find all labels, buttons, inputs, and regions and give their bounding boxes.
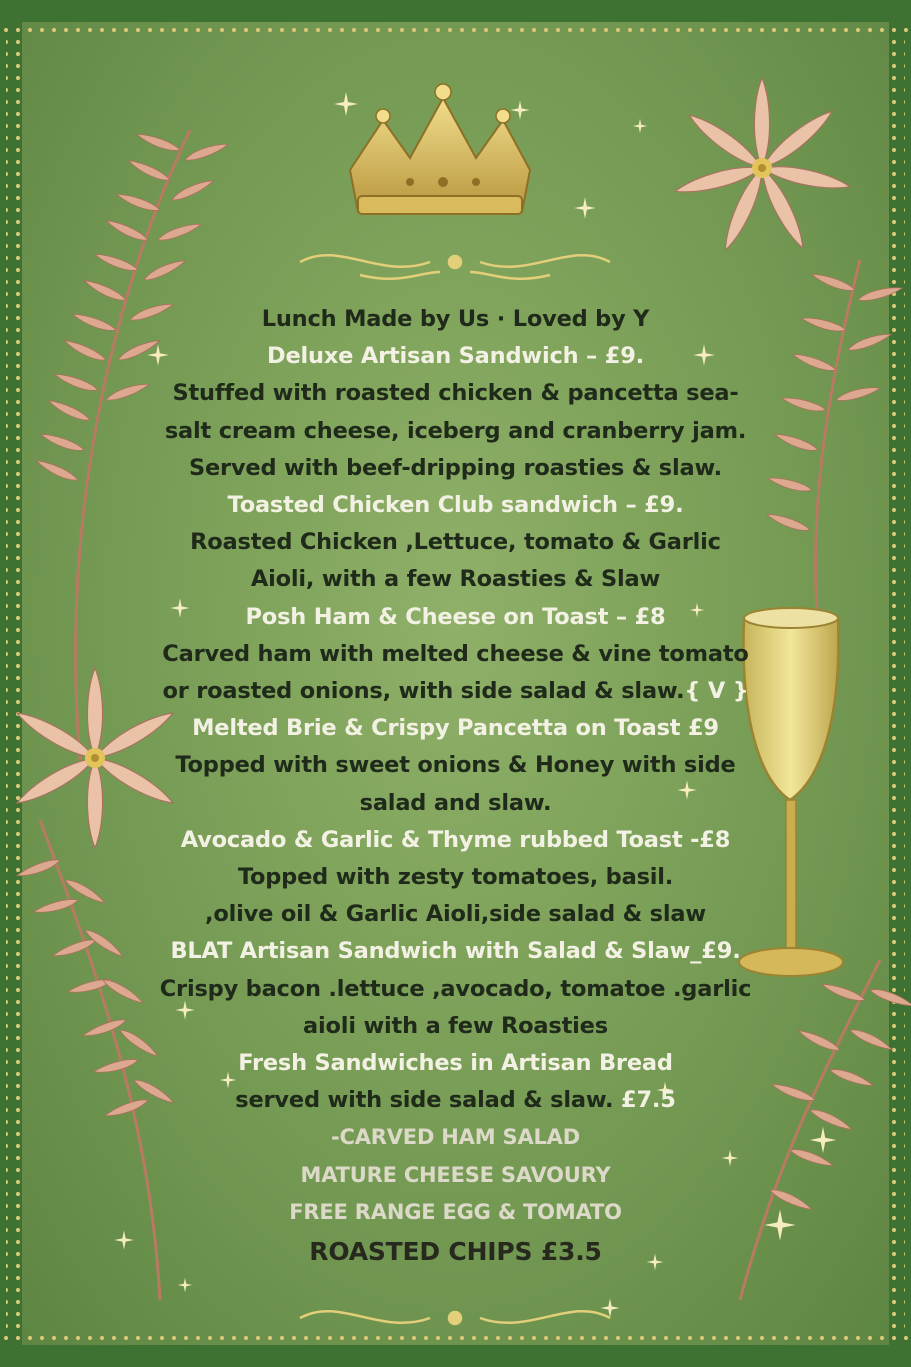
filling-option: -CARVED HAM SALAD (331, 1125, 580, 1150)
item-description: Crispy bacon .lettuce ,avocado, tomatoe .garlic (159, 975, 752, 1002)
item-description: ,olive oil & Garlic Aioli,side salad & slaw (205, 901, 706, 928)
chips-item: ROASTED CHIPS £3.5 (309, 1237, 602, 1267)
item-description: Stuffed with roasted chicken & pancetta sea- (172, 380, 739, 407)
item-title: Avocado & Garlic & Thyme rubbed Toast -£8 (180, 826, 731, 853)
item-price: £7.5 (621, 1087, 676, 1114)
scroll-ornament-icon (300, 1311, 610, 1324)
item-title: Toasted Chicken Club sandwich – £9. (227, 492, 684, 519)
item-description-row (130, 1082, 781, 1119)
poinsettia-icon (673, 78, 852, 253)
item-title: Melted Brie & Crispy Pancetta on Toast £9 (192, 715, 719, 742)
dots-right (891, 36, 905, 1333)
item-description: Carved ham with melted cheese & vine tomato (162, 640, 749, 667)
vegetarian-badge: { V } (684, 678, 749, 705)
item-title: Fresh Sandwiches in Artisan Bread (238, 1050, 673, 1077)
filling-option: MATURE CHEESE SAVOURY (300, 1162, 611, 1187)
item-title: Deluxe Artisan Sandwich – £9. (266, 343, 645, 370)
menu-heading: Lunch Made by Us · Loved by Y (261, 306, 650, 332)
item-description: Topped with sweet onions & Honey with side (175, 752, 736, 779)
dots-bottom (0, 1333, 911, 1347)
item-description: salad and slaw. (359, 789, 552, 816)
item-description: or roasted onions, with side salad & slaw. (162, 678, 685, 705)
item-description: Roasted Chicken ,Lettuce, tomato & Garlic (190, 529, 721, 556)
scroll-ornament-icon (300, 255, 610, 279)
item-description: served with side salad & slaw. (235, 1087, 614, 1114)
item-description: salt cream cheese, iceberg and cranberry jam. (164, 417, 747, 444)
item-title: Posh Ham & Cheese on Toast – £8 (245, 603, 666, 630)
dots-top (0, 22, 911, 36)
item-description: Aioli, with a few Roasties & Slaw (250, 566, 661, 593)
filling-option: FREE RANGE EGG & TOMATO (289, 1199, 622, 1224)
item-description: aioli with a few Roasties (303, 1012, 608, 1039)
menu-text-block (130, 301, 781, 1270)
item-description-row (130, 673, 781, 710)
item-description: Topped with zesty tomatoes, basil. (237, 864, 674, 891)
crown-icon (350, 84, 530, 214)
dots-left (6, 36, 20, 1333)
item-description: Served with beef-dripping roasties & slaw. (188, 454, 722, 481)
item-title: BLAT Artisan Sandwich with Salad & Slaw_£9. (170, 938, 741, 965)
